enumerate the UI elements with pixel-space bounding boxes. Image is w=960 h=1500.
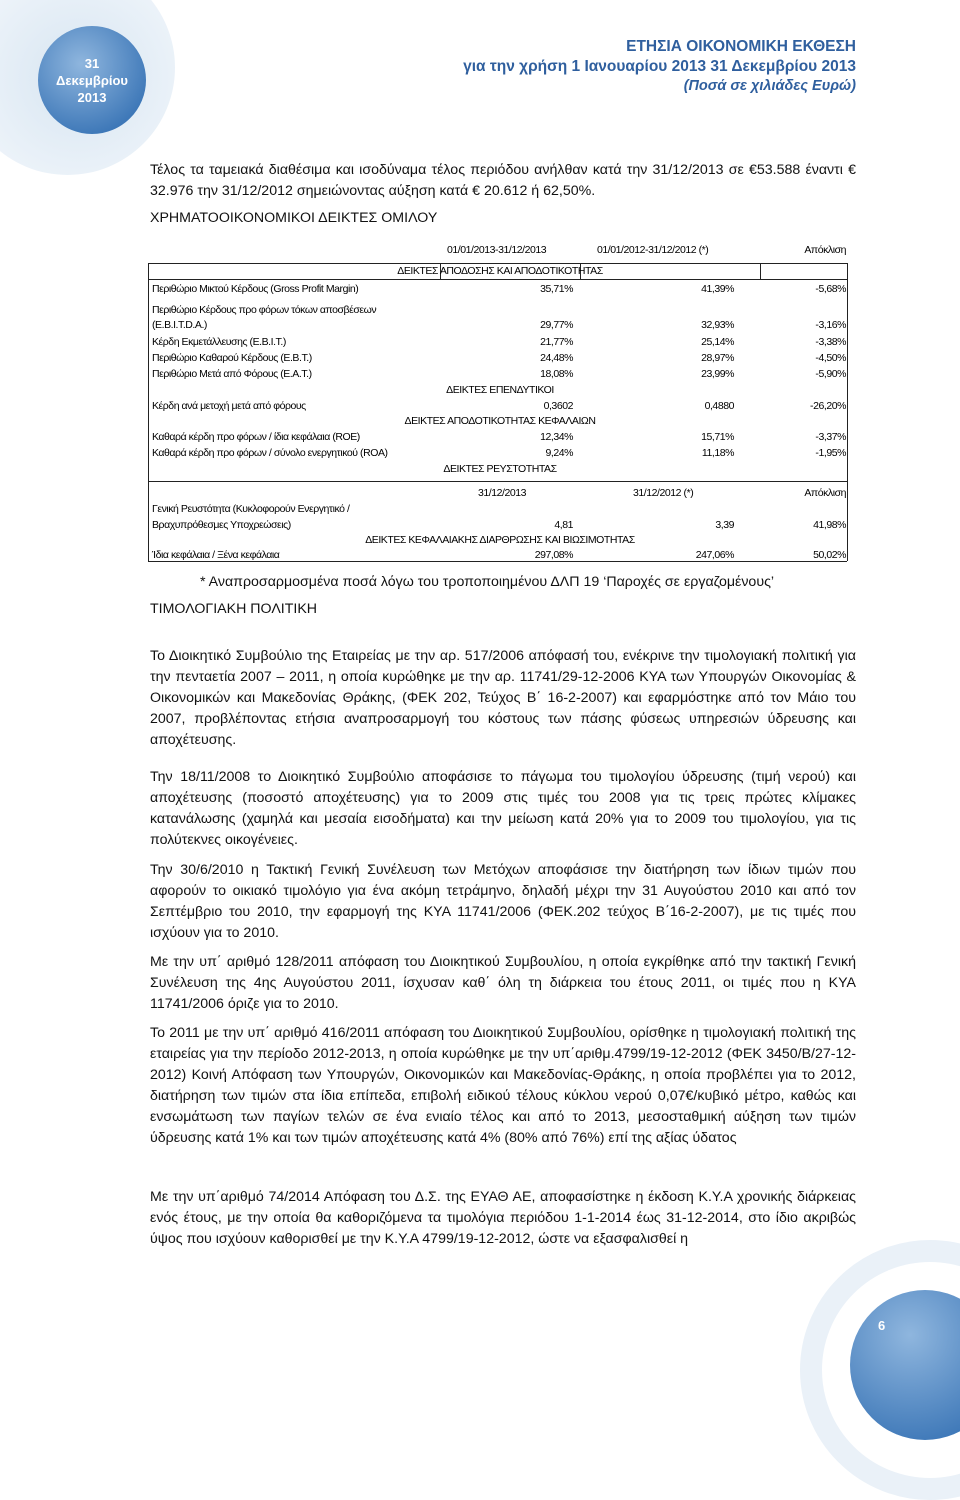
table-row-label: Περιθώριο Μετά από Φόρους (Ε.Α.Τ.) <box>152 368 312 380</box>
table-row-label: Καθαρά κέρδη προ φόρων / σύνολο ενεργητικού (ROA) <box>152 447 388 459</box>
table-cell: 23,99% <box>701 368 734 380</box>
table-row-label: Ίδια κεφάλαια / Ξένα κεφάλαια <box>152 549 280 561</box>
table-cell: 0,3602 <box>543 400 573 412</box>
policy-paragraph: Το Διοικητικό Συμβούλιο της Εταιρείας με την αρ. 517/2006 απόφασή του, ενέκρινε την τιμολογιακή πολιτική για την πενταετία 2007 – 2011, η οποία κυρώθηκε με την αρ. 11741/29-12-2006 ΚΥΑ των Υπουργών Οικονομίας & Οικονομικών και Μακεδονίας Θράκης, (ΦΕΚ 202, Τεύχος Β΄ 16-2-2007) και εφαρμόστηκε από τον Μάιο του 2007, προβλέποντας ετήσια αναπροσαρμογή του κόστους των πάσης φύσεως υπηρεσιών ύδρευσης και αποχέτευσης. <box>150 648 856 748</box>
table-cell: 21,77% <box>540 336 573 348</box>
table-cell: 247,06% <box>695 549 734 561</box>
table-cell: -5,68% <box>815 283 846 295</box>
table-cell: 0,4880 <box>704 400 734 412</box>
policy-paragraph: Το 2011 με την υπ΄ αριθμό 416/2011 απόφαση του Διοικητικού Συμβουλίου, ορίσθηκε η τιμολογιακή πολιτική της εταιρείας για την περίοδο 2012-2013, η οποία κυρώθηκε με την υπ΄αριθμ.4799/19-12-2012 (ΦΕΚ 3450/Β/27-12-2012) Κοινή Απόφαση των Υπουργών, Οικονομικών και Μακεδονίας-Θράκης, η οποία προβλέπει για το 2012, διατήρηση των τιμών στα ίδια επίπεδα, επιβολή ειδικού τέλους κύκλου νερού 0,07€/κυβικό μέτρο, καθώς και ενσωμάτωση των παγίων τελών σε ένα ενιαίο τέλος και από το 2013, μεσοσταθμική αύξηση των τιμών ύδρευσης κατά 1% και των τιμών αποχέτευσης κατά 4% (80% από 76%) επί της αξίας ύδατος <box>150 1025 856 1146</box>
table-cell: 35,71% <box>540 283 573 295</box>
currency-note: (Ποσά σε χιλιάδες Ευρώ) <box>683 78 856 94</box>
table-cell: -26,20% <box>810 400 846 412</box>
table-cell: 4,81 <box>554 519 573 531</box>
table-row-label: Βραχυπρόθεσμες Υποχρεώσεις) <box>152 519 291 531</box>
table-cell: -5,90% <box>815 368 846 380</box>
table-cell: 50,02% <box>813 549 846 561</box>
table-section-title: ΔΕΙΚΤΕΣ ΡΕΥΣΤΟΤΗΤΑΣ <box>443 463 557 475</box>
badge-month: Δεκεμβρίου <box>56 72 128 88</box>
table-header-period-2012: 01/01/2012-31/12/2012 (*) <box>597 244 709 256</box>
intro-paragraph: Τέλος τα ταμειακά διαθέσιμα και ισοδύναμα τέλος περιόδου ανήλθαν κατά την 31/12/2013 σε €53.588 έναντι € 32.976 την 31/12/2012 σημειώνοντας αύξηση κατά € 20.612 ή 62,50%. <box>150 162 856 199</box>
table-row-label: Γενική Ρευστότητα (Κυκλοφορούν Ενεργητικό / <box>152 503 350 515</box>
table-cell: 9,24% <box>545 447 573 459</box>
table-cell: 297,08% <box>534 549 573 561</box>
table-cell: 29,77% <box>540 319 573 331</box>
policy-title: ΤΙΜΟΛΟΓΙΑΚΗ ΠΟΛΙΤΙΚΗ <box>150 601 318 617</box>
table-rule <box>148 481 847 482</box>
date-badge <box>38 26 146 134</box>
table-header-date-2013: 31/12/2013 <box>478 487 527 499</box>
policy-paragraph: Την 30/6/2010 η Τακτική Γενική Συνέλευση των Μετόχων αποφάσισε την διατήρηση των ίδιων τιμών που αφορούν το οικιακό τιμολόγιο για ένα ακόμη τετράμηνο, δηλαδή μέχρι την 31 Αυγούστου 2010 και από τον Σεπτέμβριο του 2010, την εφαρμογή της ΚΥΑ 11741/2006 (ΦΕΚ.202 τεύχος Β΄16-2-2007), με τις τιμές που ισχύουν για το 2010. <box>150 862 856 941</box>
badge-year: 2013 <box>77 89 107 105</box>
table-header-deviation: Απόκλιση <box>804 244 846 256</box>
policy-paragraph: Με την υπ΄αριθμό 74/2014 Απόφαση του Δ.Σ. της ΕΥΑΘ ΑΕ, αποφασίστηκε η έκδοση Κ.Υ.Α χρονικής διάρκειας ενός έτους, με την οποία θα καθοριζόμενα τα τιμολόγια περιόδου 1-1-2014 έως 31-12-2014, στο ίδιο ακριβώς ύψος που ισχύουν καθορισθεί με την Κ.Υ.Α 4799/19-12-2012, ώστε να εξασφαλισθεί η <box>150 1189 856 1247</box>
table-row-label: Περιθώριο Μικτού Κέρδους (Gross Profit Margin) <box>152 283 359 295</box>
table-cell: 11,18% <box>701 447 734 459</box>
table-cell: 41,98% <box>813 519 846 531</box>
table-cell: -3,38% <box>815 336 846 348</box>
table-header-period-2013: 01/01/2013-31/12/2013 <box>447 244 547 256</box>
table-cell: 24,48% <box>540 352 573 364</box>
table-header-deviation: Απόκλιση <box>804 487 846 499</box>
table-cell: 15,71% <box>701 431 734 443</box>
table-rule <box>148 263 847 264</box>
table-rule <box>148 279 847 280</box>
badge-day: 31 <box>84 55 100 71</box>
table-row-label: Περιθώριο Κέρδους προ φόρων τόκων αποσβέσεων <box>152 304 377 316</box>
section-title: ΧΡΗΜΑΤΟΟΙΚΟΝΟΜΙΚΟΙ ΔΕΙΚΤΕΣ ΟΜΙΛΟΥ <box>150 210 438 226</box>
table-cell: 32,93% <box>701 319 734 331</box>
table-cell: 18,08% <box>540 368 573 380</box>
table-cell: 12,34% <box>540 431 573 443</box>
policy-paragraph: Με την υπ΄ αριθμό 128/2011 απόφαση του Διοικητικού Συμβουλίου, η οποία εγκρίθηκε από την τακτική Γενική Συνέλευση της 4ης Αυγούστου 2011, ίσχυσαν καθ΄ όλη τη διάρκεια του έτους 2011, οι τιμές που η ΚΥΑ 11741/2006 όριζε για το 2010. <box>150 954 856 1012</box>
table-rule <box>148 561 847 562</box>
table-section-title: ΔΕΙΚΤΕΣ ΕΠΕΝΔΥΤΙΚΟΙ <box>446 384 554 396</box>
table-footnote: * Αναπροσαρμοσμένα ποσά λόγω του τροποποιημένου ΔΛΠ 19 ‘Παροχές σε εργαζομένους’ <box>200 574 775 590</box>
table-row-label: (Ε.Β.Ι.Τ.D.A.) <box>152 319 207 331</box>
table-row-label: Καθαρά κέρδη προ φόρων / ίδια κεφάλαια (ROE) <box>152 431 360 443</box>
table-cell: -1,95% <box>815 447 846 459</box>
table-cell: 28,97% <box>701 352 734 364</box>
table-section-title: ΔΕΙΚΤΕΣ ΑΠΟΔΟΣΗΣ ΚΑΙ ΑΠΟΔΟΤΙΚΟΤΗΤΑΣ <box>397 265 603 277</box>
policy-paragraph: Την 18/11/2008 το Διοικητικό Συμβούλιο αποφάσισε το πάγωμα του τιμολογίου ύδρευσης (τιμή νερού) και αποχέτευσης (ποσοστό αποχέτευσης) για το 2009 στις τιμές του 2008 για τις τρεις πρώτες κλίμακες κατανάλωσης (χαμηλά και μεσαία εισοδήματα) και την μείωση κατά 20% για το 2009 του τιμολογίου, για τις πολύτεκνες οικογένειες. <box>150 769 856 848</box>
table-cell: 25,14% <box>701 336 734 348</box>
table-row-label: Περιθώριο Καθαρού Κέρδους (Ε.Β.Τ.) <box>152 352 312 364</box>
table-section-title: ΔΕΙΚΤΕΣ ΚΕΦΑΛΑΙΑΚΗΣ ΔΙΑΡΘΡΩΣΗΣ ΚΑΙ ΒΙΩΣΙΜΟΤΗΤΑΣ <box>365 534 635 546</box>
table-cell: 41,39% <box>701 283 734 295</box>
report-period: για την χρήση 1 Ιανουαρίου 2013 31 Δεκεμβρίου 2013 <box>463 58 856 75</box>
table-cell: 3,39 <box>715 519 734 531</box>
table-section-title: ΔΕΙΚΤΕΣ ΑΠΟΔΟΤΙΚΟΤΗΤΑΣ ΚΕΦΑΛΑΙΩΝ <box>404 415 596 427</box>
table-cell: -3,37% <box>815 431 846 443</box>
table-cell: -3,16% <box>815 319 846 331</box>
table-header-date-2012: 31/12/2012 (*) <box>633 487 694 499</box>
table-row-label: Κέρδη ανά μετοχή μετά από φόρους <box>152 400 306 412</box>
report-title: ΕΤΗΣΙΑ ΟΙΚΟΝΟΜΙΚΗ ΕΚΘΕΣΗ <box>626 38 856 55</box>
page-number: 6 <box>878 1318 886 1333</box>
table-row-label: Κέρδη Εκμετάλλευσης (Ε.Β.Ι.Τ.) <box>152 336 286 348</box>
table-cell: -4,50% <box>815 352 846 364</box>
